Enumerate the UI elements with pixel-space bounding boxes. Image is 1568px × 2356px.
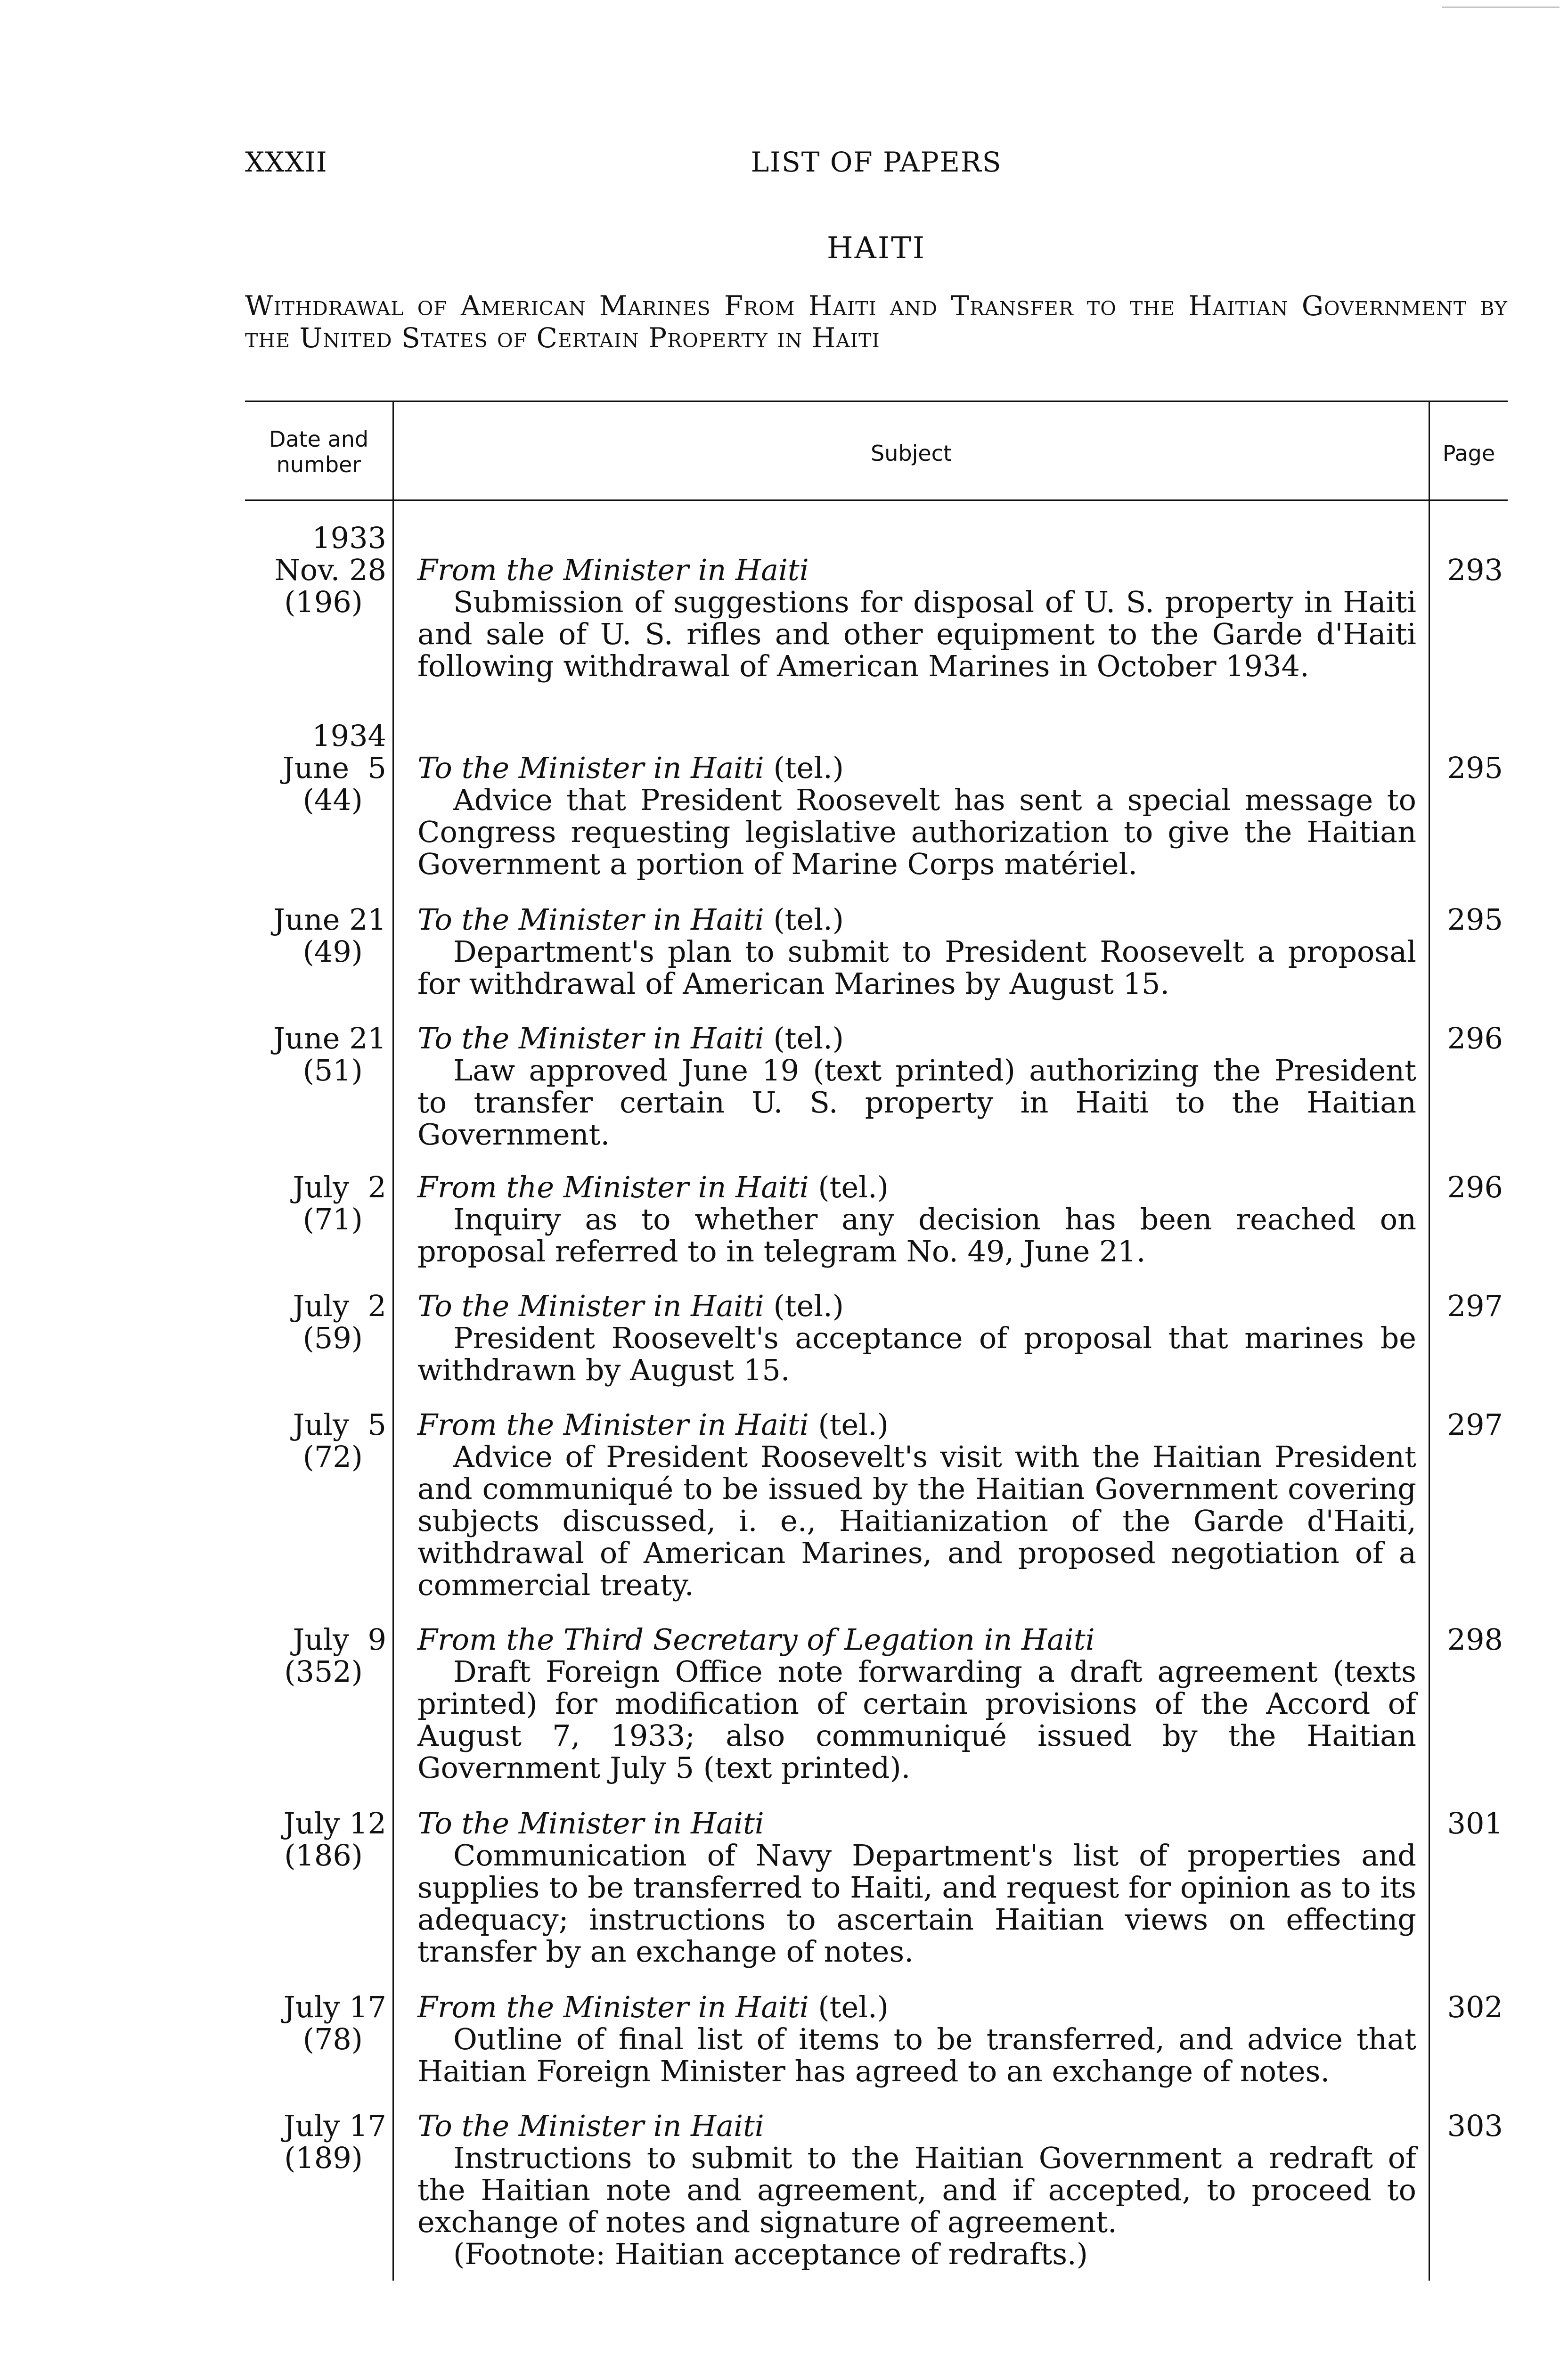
entry-date: Nov. 28: [274, 553, 386, 587]
entry-description: Law approved June 19 (text printed) authorizing the President to transfer certain U. S. property in Haiti to the Haitian Government.: [417, 1053, 1416, 1152]
entry-subject: [417, 1624, 1416, 1784]
entry-subject: [417, 752, 1416, 880]
entry-footnote: (Footnote: Haitian acceptance of redrafts.): [453, 2237, 1088, 2271]
entry-sender-text: To the Minister in Haiti: [417, 751, 764, 785]
entry-number: (352): [284, 1654, 363, 1689]
telegram-marker: (tel.): [818, 1170, 889, 1204]
entry-date: June 21: [273, 902, 386, 937]
date-number-header: [245, 426, 392, 477]
entry-number: (189): [284, 2141, 363, 2175]
entry-sender-text: From the Minister in Haiti: [417, 1170, 809, 1204]
entry-subject: [417, 1023, 1416, 1151]
entry-sender: [417, 1808, 1416, 1840]
entry-sender: [417, 2110, 1416, 2142]
entry-number: (59): [302, 1321, 363, 1355]
entry-date: July 2: [293, 1289, 386, 1323]
entry-description: Department's plan to submit to President Roosevelt a proposal for withdrawal of American Marines by August 15.: [417, 934, 1416, 1001]
entry-page: 296: [1447, 1021, 1503, 1055]
entry-number: (49): [302, 934, 363, 969]
entry-date: July 12: [283, 1806, 386, 1841]
scan-edge-mark: [1442, 7, 1560, 8]
entry-page: 302: [1447, 1990, 1503, 2024]
entry-sender: [417, 1023, 1416, 1055]
entry-subject: [417, 1808, 1416, 1968]
entry-number: (72): [302, 1440, 363, 1474]
entry-description: Outline of final list of items to be transferred, and advice that Haitian Foreign Minister has agreed to an exchange of notes.: [417, 2022, 1416, 2088]
country-heading: HAITI: [826, 231, 926, 266]
table-top-rule: [245, 401, 1508, 402]
entry-date: June 5: [282, 751, 386, 785]
entry-number: (196): [284, 585, 363, 619]
entry-date: June 21: [273, 1021, 386, 1055]
entry-sender-text: From the Minister in Haiti: [417, 553, 809, 587]
entry-subject: [417, 554, 1416, 682]
entry-sender: [417, 1409, 1416, 1441]
year-label: 1934: [312, 719, 386, 753]
entry-number: (44): [302, 783, 363, 817]
entry-subject: [417, 1171, 1416, 1268]
entry-number: (51): [302, 1053, 363, 1088]
telegram-marker: (tel.): [818, 1990, 889, 2024]
entry-sender: [417, 1290, 1416, 1322]
column-divider-date: [392, 401, 394, 2281]
date-header-line1: Date and: [269, 426, 369, 452]
entry-page: 303: [1447, 2109, 1503, 2143]
entry-sender-text: From the Third Secretary of Legation in Haiti: [417, 1622, 1095, 1657]
telegram-marker: (tel.): [773, 1289, 844, 1323]
telegram-marker: (tel.): [773, 1021, 844, 1055]
entry-sender-text: To the Minister in Haiti: [417, 1289, 764, 1323]
entry-date: July 17: [283, 1990, 386, 2024]
entry-sender-text: To the Minister in Haiti: [417, 1806, 764, 1841]
page-header: Page: [1442, 441, 1495, 466]
entry-sender: [417, 1624, 1416, 1656]
entry-sender: [417, 752, 1416, 784]
date-header-line2: number: [276, 452, 361, 477]
entry-date: July 9: [293, 1622, 386, 1657]
entry-subject: [417, 1991, 1416, 2087]
entry-description: Advice that President Roosevelt has sent a special message to Congress requesting legislative authorization to give the Haitian Government a portion of Marine Corps matériel.: [417, 783, 1416, 881]
entry-description: Instructions to submit to the Haitian Government a redraft of the Haitian note and agreement, and if accepted, to proceed to exchange of notes and signature of agreement.: [417, 2141, 1416, 2239]
entry-date: July 2: [293, 1170, 386, 1204]
entry-number: (186): [284, 1838, 363, 1873]
entry-description: Communication of Navy Department's list of properties and supplies to be transferred to Haiti, and request for opinion as to its adequacy; instructions to ascertain Haitian views on effecting transfer by an exchange of notes.: [417, 1838, 1416, 1969]
entry-page: 296: [1447, 1170, 1503, 1204]
entry-date: July 5: [293, 1407, 386, 1442]
entry-sender-text: To the Minister in Haiti: [417, 2109, 764, 2143]
running-title: LIST OF PAPERS: [751, 146, 1002, 178]
telegram-marker: (tel.): [818, 1407, 889, 1442]
running-head: [245, 146, 1508, 188]
entry-date: July 17: [283, 2109, 386, 2143]
entry-sender-text: From the Minister in Haiti: [417, 1990, 809, 2024]
subject-header: Subject: [871, 441, 952, 466]
entry-subject: [417, 1290, 1416, 1386]
entry-subject: [417, 904, 1416, 1000]
entry-page: 297: [1447, 1407, 1503, 1442]
entry-sender-text: To the Minister in Haiti: [417, 902, 764, 937]
entry-description: Submission of suggestions for disposal of U. S. property in Haiti and sale of U. S. rifles and other equipment to the Garde d'Haiti following withdrawal of American Marines in October 1934.: [417, 585, 1416, 683]
entry-description: Draft Foreign Office note forwarding a draft agreement (texts printed) for modification of certain provisions of the Accord of August 7, 1933; also communiqué issued by the Haitian Government July 5 (text printed).: [417, 1654, 1416, 1785]
entry-page: 301: [1447, 1806, 1503, 1841]
entry-description: Advice of President Roosevelt's visit with the Haitian President and communiqué to be issued by the Haitian Government covering subjects discussed, i. e., Haitianization of the Garde d'Haiti, withdrawal of American Marines, and proposed negotiation of a commercial treaty.: [417, 1440, 1416, 1602]
entry-page: 293: [1447, 553, 1503, 587]
year-label: 1933: [312, 521, 386, 555]
entry-sender-text: From the Minister in Haiti: [417, 1407, 809, 1442]
entry-page: 298: [1447, 1622, 1503, 1657]
entry-description: Inquiry as to whether any decision has been reached on proposal referred to in telegram No. 49, June 21.: [417, 1202, 1416, 1268]
entry-number: (78): [302, 2022, 363, 2056]
entry-sender: [417, 1991, 1416, 2023]
table-header-rule: [245, 499, 1508, 501]
entry-subject: [417, 1409, 1416, 1601]
entry-page: 295: [1447, 751, 1503, 785]
entry-sender: [417, 554, 1416, 586]
page-folio: XXXII: [245, 146, 327, 178]
entry-page: 295: [1447, 902, 1503, 937]
entry-sender: [417, 1171, 1416, 1203]
entry-description: President Roosevelt's acceptance of proposal that marines be withdrawn by August 15.: [417, 1321, 1416, 1387]
telegram-marker: (tel.): [773, 902, 844, 937]
section-title: Withdrawal of American Marines From Haiti and Transfer to the Haitian Government by the United States of Certain Property in Haiti: [245, 290, 1508, 354]
entry-page: 297: [1447, 1289, 1503, 1323]
entry-sender-text: To the Minister in Haiti: [417, 1021, 764, 1055]
entry-number: (71): [302, 1202, 363, 1236]
telegram-marker: (tel.): [773, 751, 844, 785]
entry-subject: [417, 2110, 1416, 2270]
entry-sender: [417, 904, 1416, 936]
